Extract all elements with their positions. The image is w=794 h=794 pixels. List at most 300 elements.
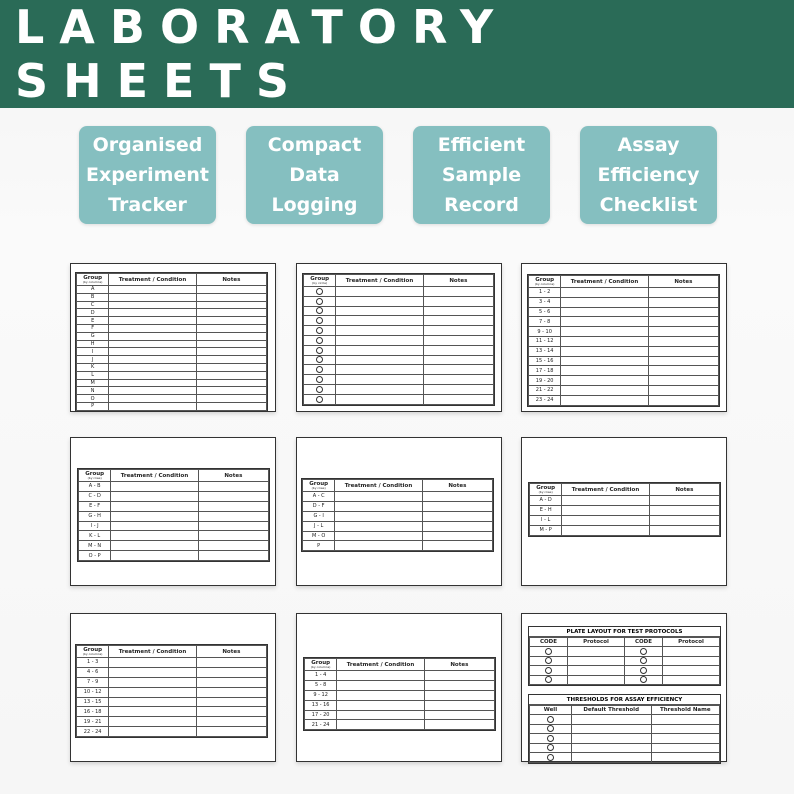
notes-cell[interactable] xyxy=(422,492,492,502)
group-label: M - N xyxy=(79,541,111,551)
notes-cell[interactable] xyxy=(649,496,719,506)
tag-line: Record xyxy=(444,194,519,216)
protocol-cell[interactable] xyxy=(663,675,720,685)
table-row xyxy=(77,317,267,325)
notes-cell[interactable] xyxy=(648,317,718,327)
threshold-name-cell[interactable] xyxy=(651,715,719,725)
notes-header: Notes xyxy=(198,470,268,482)
notes-cell[interactable] xyxy=(196,727,266,737)
treatment-cell[interactable] xyxy=(335,511,422,521)
treatment-cell[interactable] xyxy=(109,286,196,294)
treatment-cell[interactable] xyxy=(336,355,423,365)
treatment-cell[interactable] xyxy=(111,501,198,511)
table-row xyxy=(77,363,267,371)
table-row xyxy=(529,356,719,366)
table-row xyxy=(77,402,267,410)
notes-cell[interactable] xyxy=(422,531,492,541)
treatment-cell[interactable] xyxy=(109,356,196,364)
group-label: E xyxy=(77,317,109,325)
notes-cell[interactable] xyxy=(423,306,493,316)
group-label: 17 - 20 xyxy=(305,710,337,720)
sheet-table xyxy=(301,478,494,552)
notes-cell[interactable] xyxy=(648,288,718,298)
table-row xyxy=(303,511,493,521)
table-row xyxy=(529,376,719,386)
tag-line: Checklist xyxy=(599,194,698,216)
group-circle[interactable] xyxy=(304,384,336,394)
notes-cell[interactable] xyxy=(424,710,494,720)
circle-icon xyxy=(547,754,554,761)
group-label: P xyxy=(77,402,109,410)
treatment-cell[interactable] xyxy=(111,521,198,531)
protocol-cell[interactable] xyxy=(568,647,625,657)
tag-line: Sample xyxy=(441,164,522,186)
code-circle[interactable] xyxy=(625,656,663,666)
notes-cell[interactable] xyxy=(422,521,492,531)
group-label: O xyxy=(77,395,109,403)
group-label: I - L xyxy=(530,515,562,525)
table-row xyxy=(305,671,495,681)
treatment-cell[interactable] xyxy=(561,288,648,298)
table-row xyxy=(304,384,494,394)
notes-cell[interactable] xyxy=(424,720,494,730)
well-circle[interactable] xyxy=(530,734,572,744)
table-row xyxy=(303,541,493,551)
thresholds-table xyxy=(528,694,721,764)
table-row xyxy=(305,700,495,710)
treatment-header: Treatment / Condition xyxy=(337,659,424,671)
group-header: Group (by columns) xyxy=(529,276,561,288)
treatment-cell[interactable] xyxy=(561,346,648,356)
treatment-cell[interactable] xyxy=(335,531,422,541)
notes-cell[interactable] xyxy=(196,717,266,727)
group-circle[interactable] xyxy=(304,394,336,404)
treatment-cell[interactable] xyxy=(337,671,424,681)
notes-cell[interactable] xyxy=(196,363,266,371)
notes-cell[interactable] xyxy=(648,297,718,307)
sheet-table xyxy=(302,273,495,406)
group-label: 4 - 6 xyxy=(77,667,109,677)
notes-cell[interactable] xyxy=(648,327,718,337)
notes-cell[interactable] xyxy=(196,687,266,697)
circle-icon xyxy=(547,744,554,751)
table-row xyxy=(303,521,493,531)
notes-cell[interactable] xyxy=(196,379,266,387)
notes-cell[interactable] xyxy=(423,394,493,404)
code-circle[interactable] xyxy=(530,675,568,685)
default-threshold-cell[interactable] xyxy=(571,715,651,725)
group-label: 7 - 8 xyxy=(529,317,561,327)
threshold-header: Default Threshold xyxy=(571,706,651,715)
plate-layout-table xyxy=(528,626,721,686)
code-circle[interactable] xyxy=(625,666,663,676)
notes-cell[interactable] xyxy=(196,387,266,395)
group-label: 13 - 15 xyxy=(77,697,109,707)
group-label: A - B xyxy=(79,482,111,492)
treatment-cell[interactable] xyxy=(561,385,648,395)
notes-cell[interactable] xyxy=(196,340,266,348)
sheet-preview-card xyxy=(521,437,727,586)
circle-icon xyxy=(316,376,323,383)
treatment-cell[interactable] xyxy=(109,317,196,325)
code-circle[interactable] xyxy=(530,647,568,657)
group-label: D - F xyxy=(303,501,335,511)
notes-cell[interactable] xyxy=(196,286,266,294)
treatment-cell[interactable] xyxy=(561,376,648,386)
notes-cell[interactable] xyxy=(648,336,718,346)
circle-icon xyxy=(316,317,323,324)
sheet-table xyxy=(77,468,270,562)
table-row xyxy=(77,697,267,707)
circle-icon xyxy=(316,307,323,314)
treatment-cell[interactable] xyxy=(336,296,423,306)
notes-cell[interactable] xyxy=(422,541,492,551)
treatment-cell[interactable] xyxy=(336,306,423,316)
group-label: 13 - 16 xyxy=(305,700,337,710)
treatment-cell[interactable] xyxy=(336,375,423,385)
notes-cell[interactable] xyxy=(423,355,493,365)
notes-cell[interactable] xyxy=(649,515,719,525)
table-row xyxy=(79,491,269,501)
notes-cell[interactable] xyxy=(648,376,718,386)
default-threshold-cell[interactable] xyxy=(571,724,651,734)
treatment-cell[interactable] xyxy=(562,496,649,506)
table-row xyxy=(530,515,720,525)
table-row xyxy=(77,293,267,301)
group-circle[interactable] xyxy=(304,287,336,297)
notes-cell[interactable] xyxy=(196,667,266,677)
plate-header: Protocol xyxy=(568,638,625,647)
protocol-cell[interactable] xyxy=(663,647,720,657)
treatment-header: Treatment / Condition xyxy=(335,480,422,492)
group-circle[interactable] xyxy=(304,326,336,336)
well-circle[interactable] xyxy=(530,715,572,725)
table-row xyxy=(304,375,494,385)
well-circle[interactable] xyxy=(530,743,572,753)
group-header: Group (by rows) xyxy=(303,480,335,492)
treatment-cell[interactable] xyxy=(336,316,423,326)
treatment-cell[interactable] xyxy=(109,340,196,348)
group-label: 21 - 22 xyxy=(529,385,561,395)
treatment-cell[interactable] xyxy=(336,345,423,355)
treatment-cell[interactable] xyxy=(109,301,196,309)
notes-cell[interactable] xyxy=(196,324,266,332)
table-row xyxy=(77,324,267,332)
notes-cell[interactable] xyxy=(422,511,492,521)
notes-cell[interactable] xyxy=(423,365,493,375)
treatment-cell[interactable] xyxy=(561,336,648,346)
notes-cell[interactable] xyxy=(198,551,268,561)
table-row xyxy=(304,316,494,326)
group-circle[interactable] xyxy=(304,375,336,385)
notes-cell[interactable] xyxy=(198,482,268,492)
table-row xyxy=(530,505,720,515)
notes-cell[interactable] xyxy=(423,384,493,394)
treatment-cell[interactable] xyxy=(109,363,196,371)
table-row xyxy=(79,541,269,551)
group-circle[interactable] xyxy=(304,345,336,355)
treatment-header: Treatment / Condition xyxy=(562,484,649,496)
notes-cell[interactable] xyxy=(198,511,268,521)
treatment-cell[interactable] xyxy=(109,332,196,340)
notes-cell[interactable] xyxy=(198,531,268,541)
treatment-cell[interactable] xyxy=(109,379,196,387)
treatment-cell[interactable] xyxy=(336,394,423,404)
notes-cell[interactable] xyxy=(198,491,268,501)
table-row xyxy=(530,753,720,763)
well-circle[interactable] xyxy=(530,724,572,734)
notes-cell[interactable] xyxy=(424,671,494,681)
circle-icon xyxy=(640,657,647,664)
feature-tag xyxy=(79,126,216,224)
treatment-cell[interactable] xyxy=(109,371,196,379)
treatment-cell[interactable] xyxy=(562,525,649,535)
treatment-cell[interactable] xyxy=(109,387,196,395)
treatment-cell[interactable] xyxy=(562,515,649,525)
treatment-cell[interactable] xyxy=(109,348,196,356)
treatment-cell[interactable] xyxy=(109,667,196,677)
treatment-cell[interactable] xyxy=(109,697,196,707)
table-row xyxy=(530,734,720,744)
table-row xyxy=(530,715,720,725)
treatment-cell[interactable] xyxy=(336,365,423,375)
treatment-cell[interactable] xyxy=(109,395,196,403)
notes-cell[interactable] xyxy=(648,346,718,356)
treatment-cell[interactable] xyxy=(109,707,196,717)
treatment-cell[interactable] xyxy=(561,395,648,405)
treatment-cell[interactable] xyxy=(337,690,424,700)
table-row xyxy=(77,395,267,403)
notes-cell[interactable] xyxy=(423,335,493,345)
table-row xyxy=(304,355,494,365)
table-row xyxy=(77,707,267,717)
notes-header: Notes xyxy=(648,276,718,288)
circle-icon xyxy=(316,386,323,393)
sheet-preview-card xyxy=(70,263,276,412)
treatment-cell[interactable] xyxy=(109,677,196,687)
notes-cell[interactable] xyxy=(196,356,266,364)
protocol-cell[interactable] xyxy=(663,656,720,666)
table-row xyxy=(304,326,494,336)
notes-cell[interactable] xyxy=(196,348,266,356)
notes-cell[interactable] xyxy=(648,356,718,366)
circle-icon xyxy=(316,288,323,295)
notes-cell[interactable] xyxy=(196,371,266,379)
default-threshold-cell[interactable] xyxy=(571,753,651,763)
well-circle[interactable] xyxy=(530,753,572,763)
treatment-cell[interactable] xyxy=(561,317,648,327)
sheet-preview-card xyxy=(521,263,727,412)
notes-cell[interactable] xyxy=(196,332,266,340)
group-label: N xyxy=(77,387,109,395)
notes-cell[interactable] xyxy=(423,375,493,385)
treatment-cell[interactable] xyxy=(336,335,423,345)
treatment-cell[interactable] xyxy=(336,287,423,297)
notes-cell[interactable] xyxy=(196,293,266,301)
treatment-cell[interactable] xyxy=(111,551,198,561)
circle-icon xyxy=(640,648,647,655)
protocol-cell[interactable] xyxy=(568,675,625,685)
code-circle[interactable] xyxy=(530,666,568,676)
notes-cell[interactable] xyxy=(196,402,266,410)
treatment-cell[interactable] xyxy=(111,482,198,492)
treatment-cell[interactable] xyxy=(561,366,648,376)
notes-cell[interactable] xyxy=(196,677,266,687)
default-threshold-cell[interactable] xyxy=(571,734,651,744)
treatment-cell[interactable] xyxy=(337,720,424,730)
treatment-cell[interactable] xyxy=(335,521,422,531)
table-row xyxy=(77,301,267,309)
treatment-cell[interactable] xyxy=(337,700,424,710)
group-label: 9 - 10 xyxy=(529,327,561,337)
notes-cell[interactable] xyxy=(648,366,718,376)
treatment-cell[interactable] xyxy=(111,541,198,551)
treatment-cell[interactable] xyxy=(561,356,648,366)
threshold-name-cell[interactable] xyxy=(651,724,719,734)
notes-cell[interactable] xyxy=(198,541,268,551)
notes-cell[interactable] xyxy=(198,501,268,511)
treatment-cell[interactable] xyxy=(337,680,424,690)
notes-header: Notes xyxy=(422,480,492,492)
notes-cell[interactable] xyxy=(196,301,266,309)
notes-cell[interactable] xyxy=(424,700,494,710)
table-row xyxy=(77,356,267,364)
code-circle[interactable] xyxy=(625,647,663,657)
notes-cell[interactable] xyxy=(423,326,493,336)
threshold-name-cell[interactable] xyxy=(651,753,719,763)
treatment-cell[interactable] xyxy=(111,531,198,541)
table-row xyxy=(77,340,267,348)
treatment-cell[interactable] xyxy=(336,326,423,336)
notes-cell[interactable] xyxy=(648,395,718,405)
treatment-cell[interactable] xyxy=(562,505,649,515)
group-circle[interactable] xyxy=(304,306,336,316)
treatment-header: Treatment / Condition xyxy=(109,646,196,658)
notes-cell[interactable] xyxy=(424,680,494,690)
treatment-cell[interactable] xyxy=(109,687,196,697)
treatment-cell[interactable] xyxy=(561,307,648,317)
default-threshold-cell[interactable] xyxy=(571,743,651,753)
group-label: 19 - 21 xyxy=(77,717,109,727)
table-row xyxy=(304,306,494,316)
table-row xyxy=(303,501,493,511)
group-circle[interactable] xyxy=(304,335,336,345)
notes-cell[interactable] xyxy=(196,707,266,717)
treatment-cell[interactable] xyxy=(109,293,196,301)
circle-icon xyxy=(547,716,554,723)
treatment-cell[interactable] xyxy=(335,492,422,502)
group-label: E - H xyxy=(530,505,562,515)
table-row xyxy=(77,727,267,737)
treatment-cell[interactable] xyxy=(336,384,423,394)
treatment-cell[interactable] xyxy=(109,402,196,410)
notes-cell[interactable] xyxy=(198,521,268,531)
threshold-name-cell[interactable] xyxy=(651,734,719,744)
table-row xyxy=(530,675,720,685)
notes-cell[interactable] xyxy=(196,309,266,317)
notes-cell[interactable] xyxy=(423,287,493,297)
table-row xyxy=(530,724,720,734)
sheet-preview-card xyxy=(296,613,502,762)
protocol-cell[interactable] xyxy=(663,666,720,676)
group-circle[interactable] xyxy=(304,296,336,306)
treatment-cell[interactable] xyxy=(109,727,196,737)
group-label: M - O xyxy=(303,531,335,541)
tag-line: Organised xyxy=(92,134,203,156)
notes-cell[interactable] xyxy=(196,697,266,707)
group-label: 5 - 8 xyxy=(305,680,337,690)
notes-cell[interactable] xyxy=(649,525,719,535)
table-row xyxy=(77,286,267,294)
treatment-cell[interactable] xyxy=(337,710,424,720)
notes-cell[interactable] xyxy=(196,658,266,668)
group-circle[interactable] xyxy=(304,316,336,326)
treatment-cell[interactable] xyxy=(111,511,198,521)
circle-icon xyxy=(545,657,552,664)
notes-cell[interactable] xyxy=(648,307,718,317)
tag-line: Assay xyxy=(617,134,680,156)
notes-cell[interactable] xyxy=(648,385,718,395)
notes-cell[interactable] xyxy=(196,317,266,325)
circle-icon xyxy=(316,298,323,305)
treatment-cell[interactable] xyxy=(109,717,196,727)
treatment-cell[interactable] xyxy=(561,327,648,337)
treatment-cell[interactable] xyxy=(561,297,648,307)
group-label: F xyxy=(77,324,109,332)
code-circle[interactable] xyxy=(625,675,663,685)
protocol-cell[interactable] xyxy=(568,666,625,676)
table-row xyxy=(79,551,269,561)
notes-cell[interactable] xyxy=(423,296,493,306)
treatment-cell[interactable] xyxy=(109,309,196,317)
tag-line: Efficiency xyxy=(597,164,700,186)
notes-cell[interactable] xyxy=(649,505,719,515)
threshold-name-cell[interactable] xyxy=(651,743,719,753)
protocol-cell[interactable] xyxy=(568,656,625,666)
circle-icon xyxy=(545,667,552,674)
group-label: D xyxy=(77,309,109,317)
table-row xyxy=(79,501,269,511)
treatment-cell[interactable] xyxy=(335,501,422,511)
notes-header: Notes xyxy=(196,646,266,658)
group-circle[interactable] xyxy=(304,365,336,375)
group-label: B xyxy=(77,293,109,301)
notes-cell[interactable] xyxy=(424,690,494,700)
tag-line: Efficient xyxy=(437,134,526,156)
treatment-cell[interactable] xyxy=(111,491,198,501)
tag-line: Data xyxy=(289,164,340,186)
group-label: A xyxy=(77,286,109,294)
treatment-cell[interactable] xyxy=(109,324,196,332)
feature-tag xyxy=(246,126,383,224)
plate-header: CODE xyxy=(530,638,568,647)
group-label: K xyxy=(77,363,109,371)
notes-cell[interactable] xyxy=(423,316,493,326)
group-circle[interactable] xyxy=(304,355,336,365)
sheet-table xyxy=(527,274,720,407)
group-label: J - L xyxy=(303,521,335,531)
notes-cell[interactable] xyxy=(422,501,492,511)
notes-cell[interactable] xyxy=(423,345,493,355)
table-row xyxy=(77,687,267,697)
group-label: M xyxy=(77,379,109,387)
notes-cell[interactable] xyxy=(196,395,266,403)
treatment-cell[interactable] xyxy=(109,658,196,668)
code-circle[interactable] xyxy=(530,656,568,666)
sheet-table xyxy=(75,644,268,738)
treatment-cell[interactable] xyxy=(335,541,422,551)
circle-icon xyxy=(547,735,554,742)
